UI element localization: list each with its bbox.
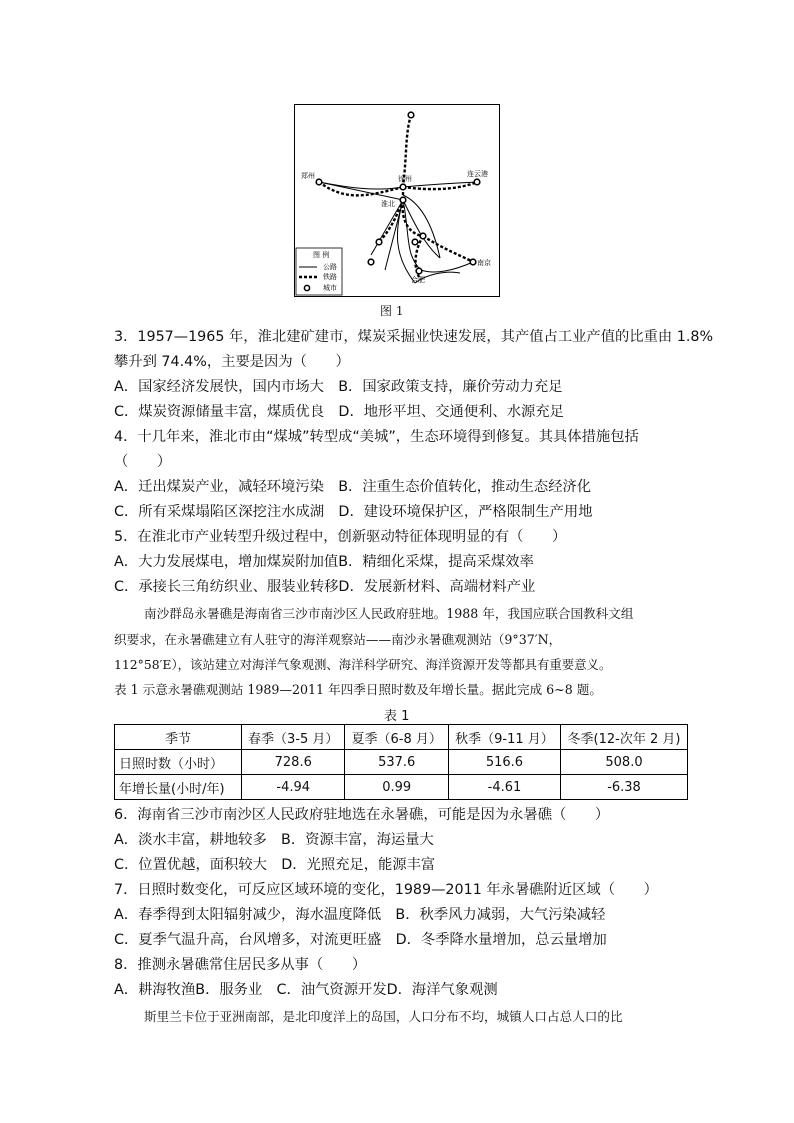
label-nanjing: 南京 — [477, 259, 491, 267]
passage-line-1: 南沙群岛永暑礁是海南省三沙市南沙区人民政府驻地。1988 年，我国应联合国教科文组 — [144, 606, 634, 621]
label-huaibei: 淮北 — [381, 200, 395, 208]
sunshine-table — [114, 724, 688, 800]
city-marker-lianyungang — [474, 179, 480, 185]
table-header: 冬季(12-次年 2 月) — [561, 725, 688, 750]
row-label: 年增长量(小时/年) — [115, 775, 242, 800]
table-cell: -4.94 — [242, 775, 345, 800]
table-caption: 表 1 — [384, 709, 410, 724]
table-cell: -6.38 — [561, 775, 688, 800]
city-marker — [376, 239, 382, 245]
question-5-stem: 5．在淮北市产业转型升级过程中，创新驱动特征体现明显的有（ ） — [114, 529, 567, 545]
question-8-stem: 8．推测永暑礁常住居民多从事（ ） — [114, 957, 367, 973]
table-cell: 728.6 — [242, 750, 345, 775]
label-xuzhou: 徐州 — [398, 175, 412, 183]
question-4-stem-cont: （ ） — [114, 454, 172, 470]
city-marker-huaibei — [400, 197, 406, 203]
table-row — [115, 775, 688, 800]
question-4-options-cd: C．所有采煤塌陷区深挖注水成湖 D．建设环境保护区，严格限制生产用地 — [114, 504, 593, 520]
passage-line-2: 织要求，在永暑礁建立有人驻守的海洋观察站——南沙永暑礁观测站（9°37′N， — [114, 632, 562, 647]
city-marker-xuzhou — [400, 184, 406, 190]
table-header-row — [115, 725, 688, 750]
table-cell: -4.61 — [448, 775, 560, 800]
table-row — [115, 750, 688, 775]
city-marker — [368, 259, 374, 265]
question-6-stem: 6．海南省三沙市南沙区人民政府驻地选在永暑礁，可能是因为永暑礁（ ） — [114, 807, 610, 823]
map-figure — [294, 104, 500, 297]
table-cell: 537.6 — [345, 750, 448, 775]
question-5-options-cd: C．承接长三角纺织业、服装业转移D．发展新材料、高端材料产业 — [114, 579, 536, 595]
legend-railway: 铁路 — [323, 273, 337, 281]
question-4-stem: 4．十几年来，淮北市由“煤城”转型成“美城”，生态环境得到修复。其具体措施包括 — [114, 429, 639, 445]
transport-map — [295, 105, 499, 296]
table-header: 季节 — [115, 725, 242, 750]
city-legend-icon — [304, 285, 309, 290]
table-header: 秋季（9-11 月） — [448, 725, 560, 750]
question-7-options-cd: C．夏季气温升高，台风增多，对流更旺盛 D．冬季降水量增加，总云量增加 — [114, 932, 607, 948]
legend-highway: 公路 — [323, 263, 337, 271]
table-header: 春季（3-5 月） — [242, 725, 345, 750]
question-6-options-ab: A．淡水丰富，耕地较多 B．资源丰富，海运量大 — [114, 832, 434, 848]
label-lianyungang: 连云港 — [467, 170, 488, 178]
city-marker-zhengzhou — [316, 179, 322, 185]
question-7-stem: 7．日照时数变化，可反应区域环境的变化，1989—2011 年永暑礁附近区域（ ） — [114, 882, 658, 898]
table-cell: 516.6 — [448, 750, 560, 775]
figure-caption: 图 1 — [380, 304, 404, 318]
question-3-options-ab: A．国家经济发展快，国内市场大 B．国家政策支持，廉价劳动力充足 — [114, 379, 563, 395]
question-3-stem-cont: 攀升到 74.4%，主要是因为（ ） — [114, 354, 350, 370]
city-marker — [420, 233, 426, 239]
table-header: 夏季（6-8 月） — [345, 725, 448, 750]
city-marker-north — [408, 112, 414, 118]
question-7-options-ab: A．春季得到太阳辐射减少，海水温度降低 B．秋季风力减弱，大气污染减轻 — [114, 907, 606, 923]
city-marker-nanjing — [470, 259, 476, 265]
map-legend — [296, 248, 342, 295]
highway-network — [319, 182, 477, 283]
legend-city: 城市 — [323, 284, 337, 292]
passage-line-4: 表 1 示意永暑礁观测站 1989—2011 年四季日照时数及年增长量。据此完成 6~8 题。 — [114, 682, 602, 697]
question-3-options-cd: C．煤炭资源储量丰富，煤质优良 D．地形平坦、交通便利、水源充足 — [114, 404, 564, 420]
table-cell: 0.99 — [345, 775, 448, 800]
legend-title: 图 例 — [313, 251, 330, 259]
question-5-options-ab: A．大力发展煤电，增加煤炭附加值B．精细化采煤，提高采煤效率 — [114, 554, 534, 570]
question-8-options: A．耕海牧渔B．服务业 C．油气资源开发D．海洋气象观测 — [114, 982, 498, 998]
question-6-options-cd: C．位置优越，面积较大 D．光照充足，能源丰富 — [114, 857, 436, 873]
passage-line-3: 112°58′E），该站建立对海洋气象观测、海洋科学研究、海洋资源开发等都具有重要意义。 — [114, 657, 612, 672]
table-cell: 508.0 — [561, 750, 688, 775]
city-marker-hefei — [416, 268, 422, 274]
label-zhengzhou: 郑州 — [301, 172, 315, 180]
question-4-options-ab: A．迁出煤炭产业，减轻环境污染 B．注重生态价值转化，推动生态经济化 — [114, 479, 592, 495]
city-marker — [412, 239, 418, 245]
question-3-stem: 3．1957—1965 年，淮北建矿建市，煤炭采掘业快速发展，其产值占工业产值的比重由 1.8% — [114, 329, 714, 345]
next-passage-line: 斯里兰卡位于亚洲南部，是北印度洋上的岛国，人口分布不均，城镇人口占总人口的比 — [144, 1009, 623, 1024]
row-label: 日照时数（小时） — [115, 750, 242, 775]
label-hefei: 合肥 — [411, 276, 425, 284]
railway-network — [319, 115, 477, 277]
